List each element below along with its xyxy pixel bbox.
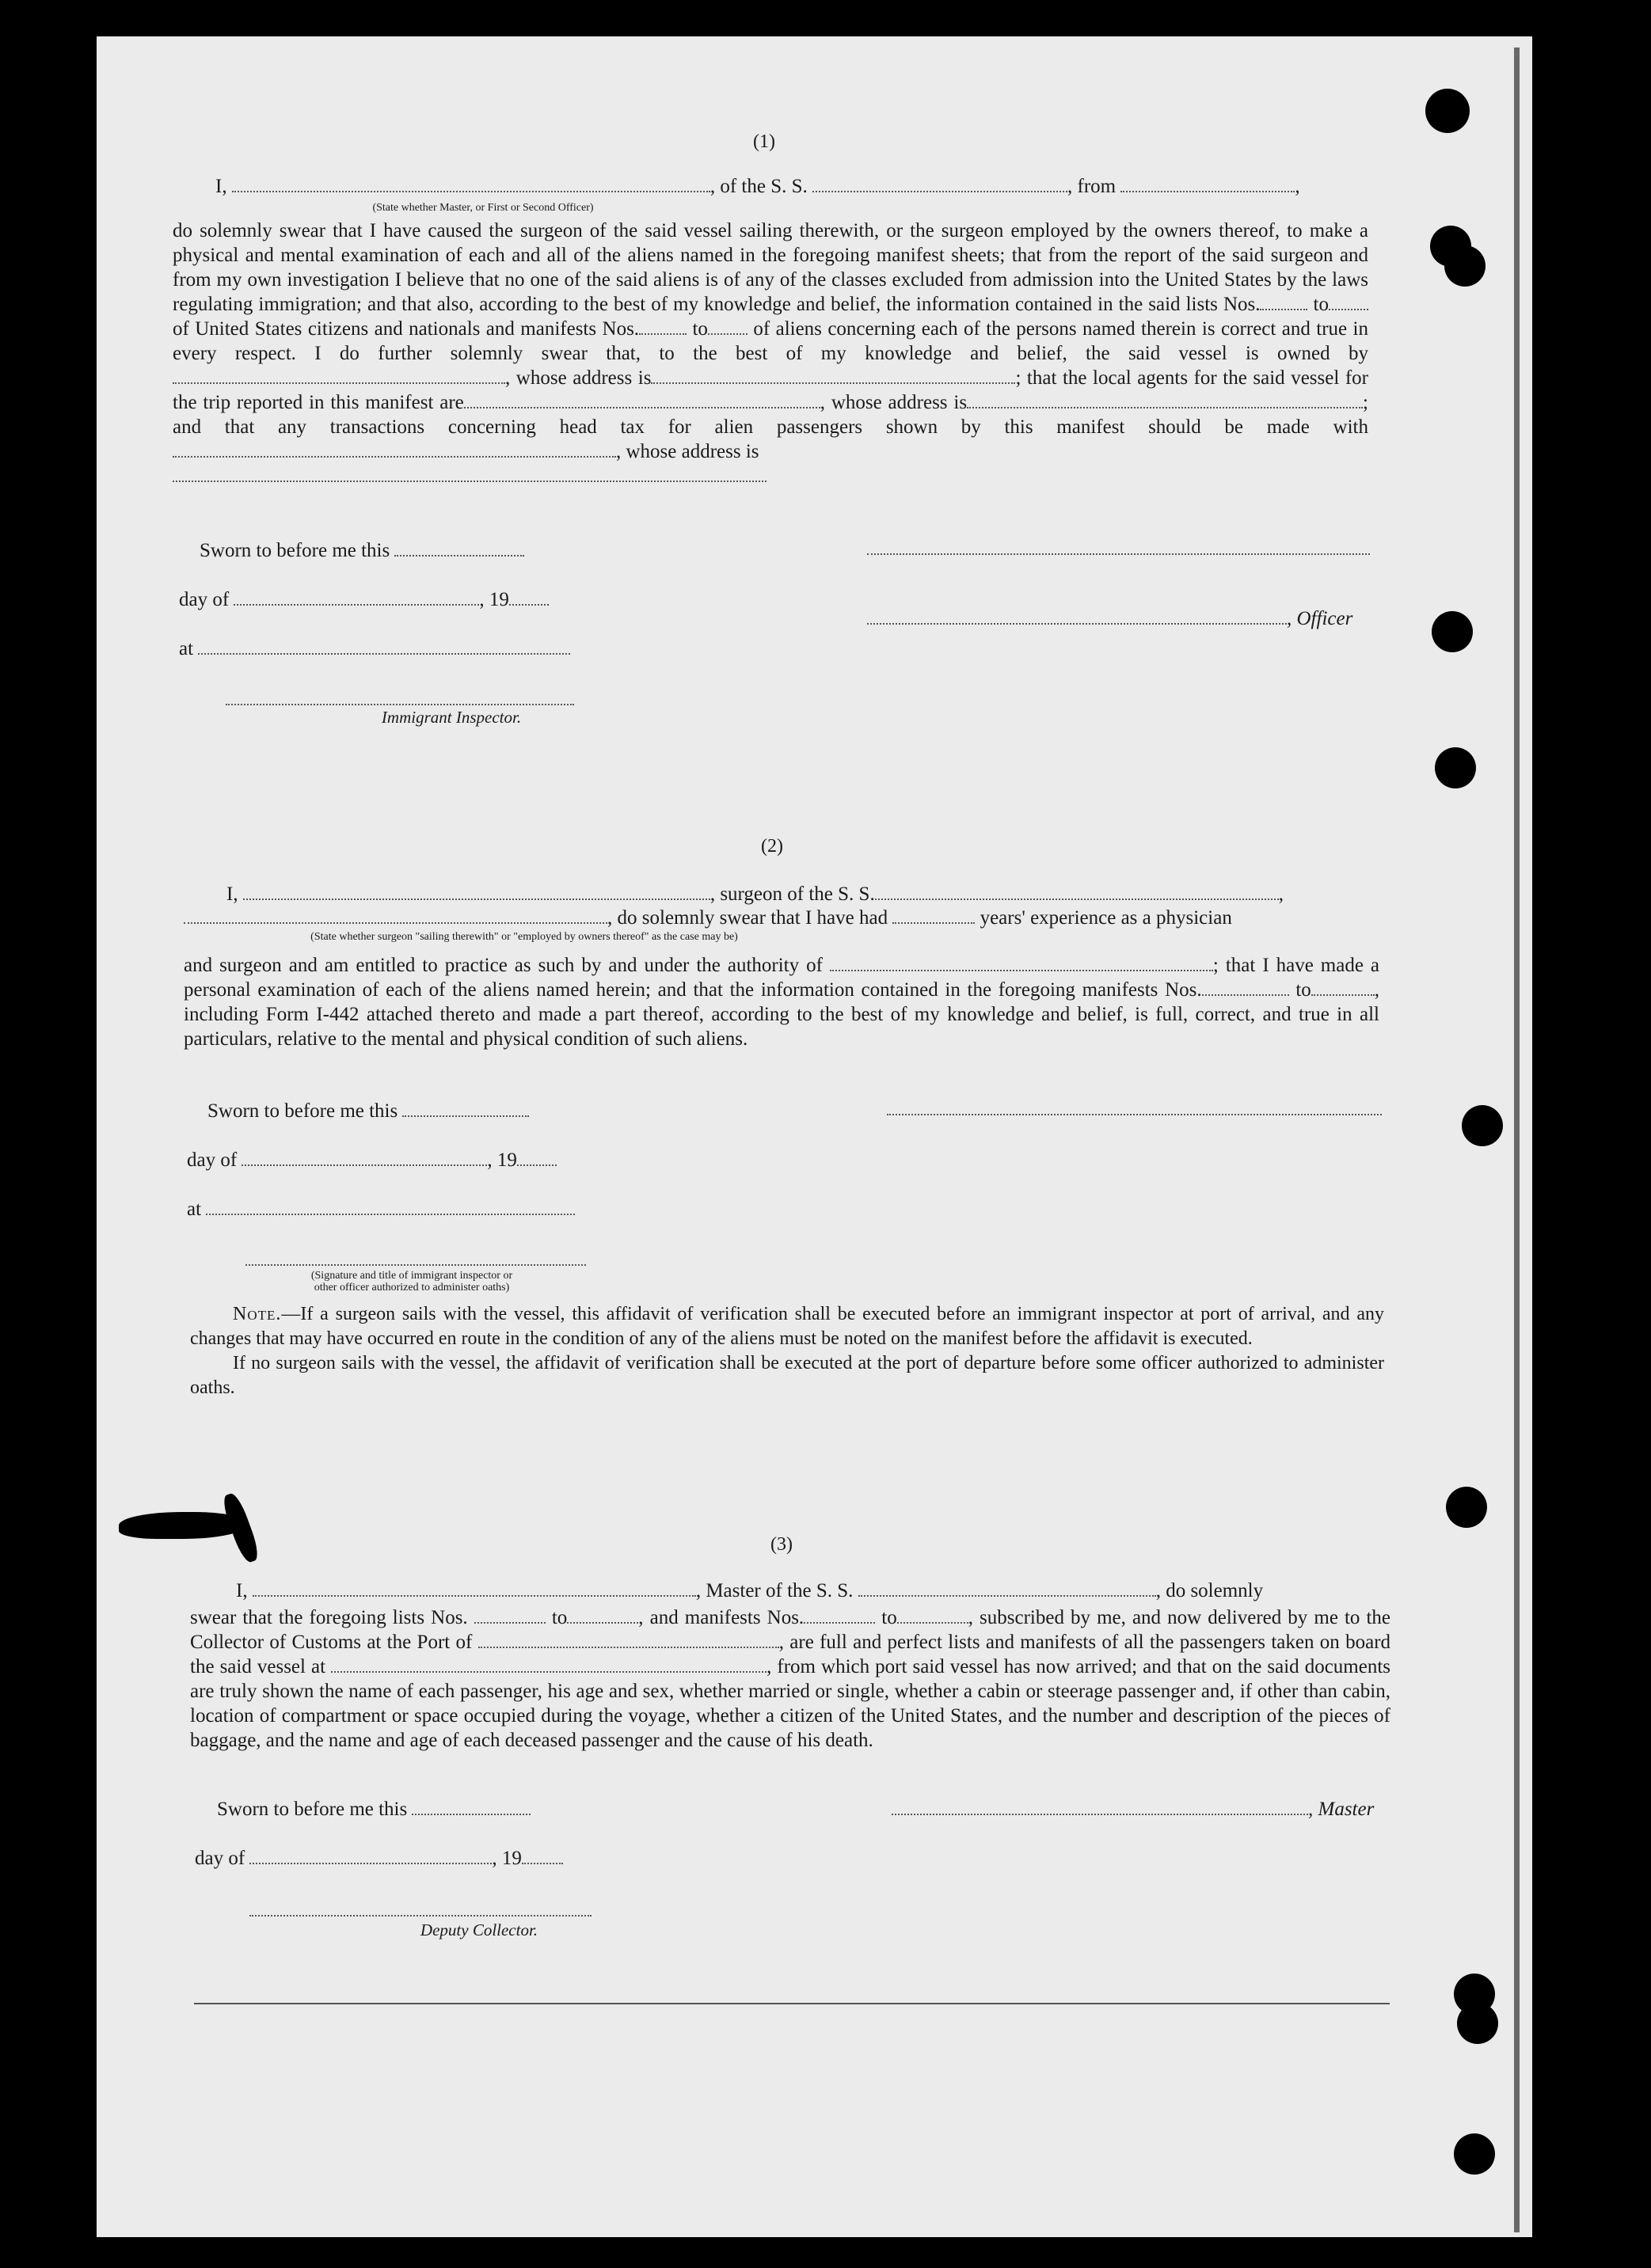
punch-hole [1462, 1105, 1503, 1146]
punch-hole [1444, 245, 1486, 287]
section-2-body: and surgeon and am entitled to practice as such by and under the authority of ; that I have made a personal examination of each of the aliens named herein; and that the information contained in the foregoing manifests Nos. to , including Form I-442 attached thereto and made a part thereof, according to the best of my knowledge and belief, is full, correct, and true in all particulars, relative to the mental and physical condition of such aliens. [184, 955, 1380, 1050]
section-3-number: (3) [770, 1534, 793, 1555]
section-2-sworn: Sworn to before me this [207, 1100, 529, 1123]
section-1-day-of: day of , 19 [179, 589, 549, 611]
section-3-master: , Master [892, 1799, 1374, 1821]
section-3-day-of: day of , 19 [195, 1848, 563, 1870]
section-1-officer-signature-line [867, 553, 1370, 555]
section-2-note: Note.—If a surgeon sails with the vessel, this affidavit of verification shall be executed before an immigrant inspector at port of arrival, and any changes that may have occurred en route in the condition of any of the aliens must be noted on the manifest before the affidavit is executed. If no surgeon sails with the vessel, the affidavit of verification shall be executed at the port of departure before some officer authorized to administer oaths. [190, 1304, 1384, 1398]
section-3-deputy-line [249, 1914, 592, 1917]
punch-hole [1457, 2003, 1498, 2044]
section-1-officer: , Officer [867, 608, 1352, 630]
section-1-at: at [179, 638, 570, 660]
section-2-caption: (State whether surgeon "sailing therewith" or "employed by owners thereof" as the case may be) [310, 931, 738, 943]
section-2-signature-line [887, 1113, 1382, 1115]
section-2-number: (2) [761, 836, 783, 857]
section-1-caption: (State whether Master, or First or Second Officer) [372, 202, 594, 214]
section-2-sig-caption-1: (Signature and title of immigrant inspector or [310, 1270, 513, 1282]
section-3-deputy-caption: Deputy Collector. [420, 1920, 538, 1939]
section-3-sworn: Sworn to before me this [217, 1799, 531, 1821]
punch-hole [1454, 2133, 1495, 2175]
section-1-inspector-caption: Immigrant Inspector. [381, 708, 522, 727]
section-1-number: (1) [753, 131, 775, 152]
section-2-line-1: I, , surgeon of the S. S. , [226, 883, 1284, 905]
section-2-day-of: day of , 19 [187, 1149, 557, 1172]
section-2-inspector-line [245, 1263, 586, 1266]
section-1-sworn: Sworn to before me this [200, 540, 524, 562]
punch-hole [1446, 1487, 1487, 1528]
section-2-at: at [187, 1199, 575, 1221]
punch-hole [1435, 747, 1476, 788]
section-1-inspector-line [226, 703, 574, 705]
section-3-line-1: I, , Master of the S. S. , do solemnly [236, 1580, 1264, 1601]
scan-edge-streak [1514, 47, 1520, 2232]
section-3-body: swear that the foregoing lists Nos. to , and manifests Nos. to , subscribed by me, and now delivered by me to the Collector of Customs at the Port of , are full and perfect lists and manifests of all the passengers taken on board the said vessel at , from which port said vessel has now arrived; and that on the said documents are truly shown the name of each passenger, his age and sex, whether married or single, whether a cabin or steerage passenger and, if other than cabin, location of compartment or space occupied during the voyage, whether a citizen of the United States, and the number and description of the pieces of baggage, and the name and age of each deceased passenger and the cause of his death. [190, 1607, 1391, 1751]
section-2-line-2: , do solemnly swear that I have had years' experience as a physician [184, 907, 1232, 929]
section-1-line-1: I, , of the S. S. , from , [215, 176, 1300, 197]
punch-hole [1432, 611, 1473, 652]
section-1-body: do solemnly swear that I have caused the surgeon of the said vessel sailing therewith, or the surgeon employed by the owners thereof, to make a physical and mental examination of each and all of the aliens named in the foregoing manifest sheets; that from the report of the said surgeon and from my own investigation I believe that no one of the said aliens is of any of the classes excluded from admission into the United States by the laws regulating immigration; and that also, according to the best of my knowledge and belief, the information contained in the said lists Nos. to of United States citizens and nationals and manifests Nos. to of aliens concerning each of the persons named therein is correct and true in every respect. I do further solemnly swear that, to the best of my knowledge and belief, the said vessel is owned by, whose address is ; that the local agents for the said vessel for the trip reported in this manifest are , whose address is ; and that any transactions concerning head tax for alien passengers shown by this manifest should be made with, whose address is [173, 218, 1368, 488]
section-2-sig-caption-2: other officer authorized to administer oaths) [314, 1282, 510, 1294]
punch-hole [1425, 89, 1470, 133]
bottom-rule [194, 2003, 1390, 2004]
